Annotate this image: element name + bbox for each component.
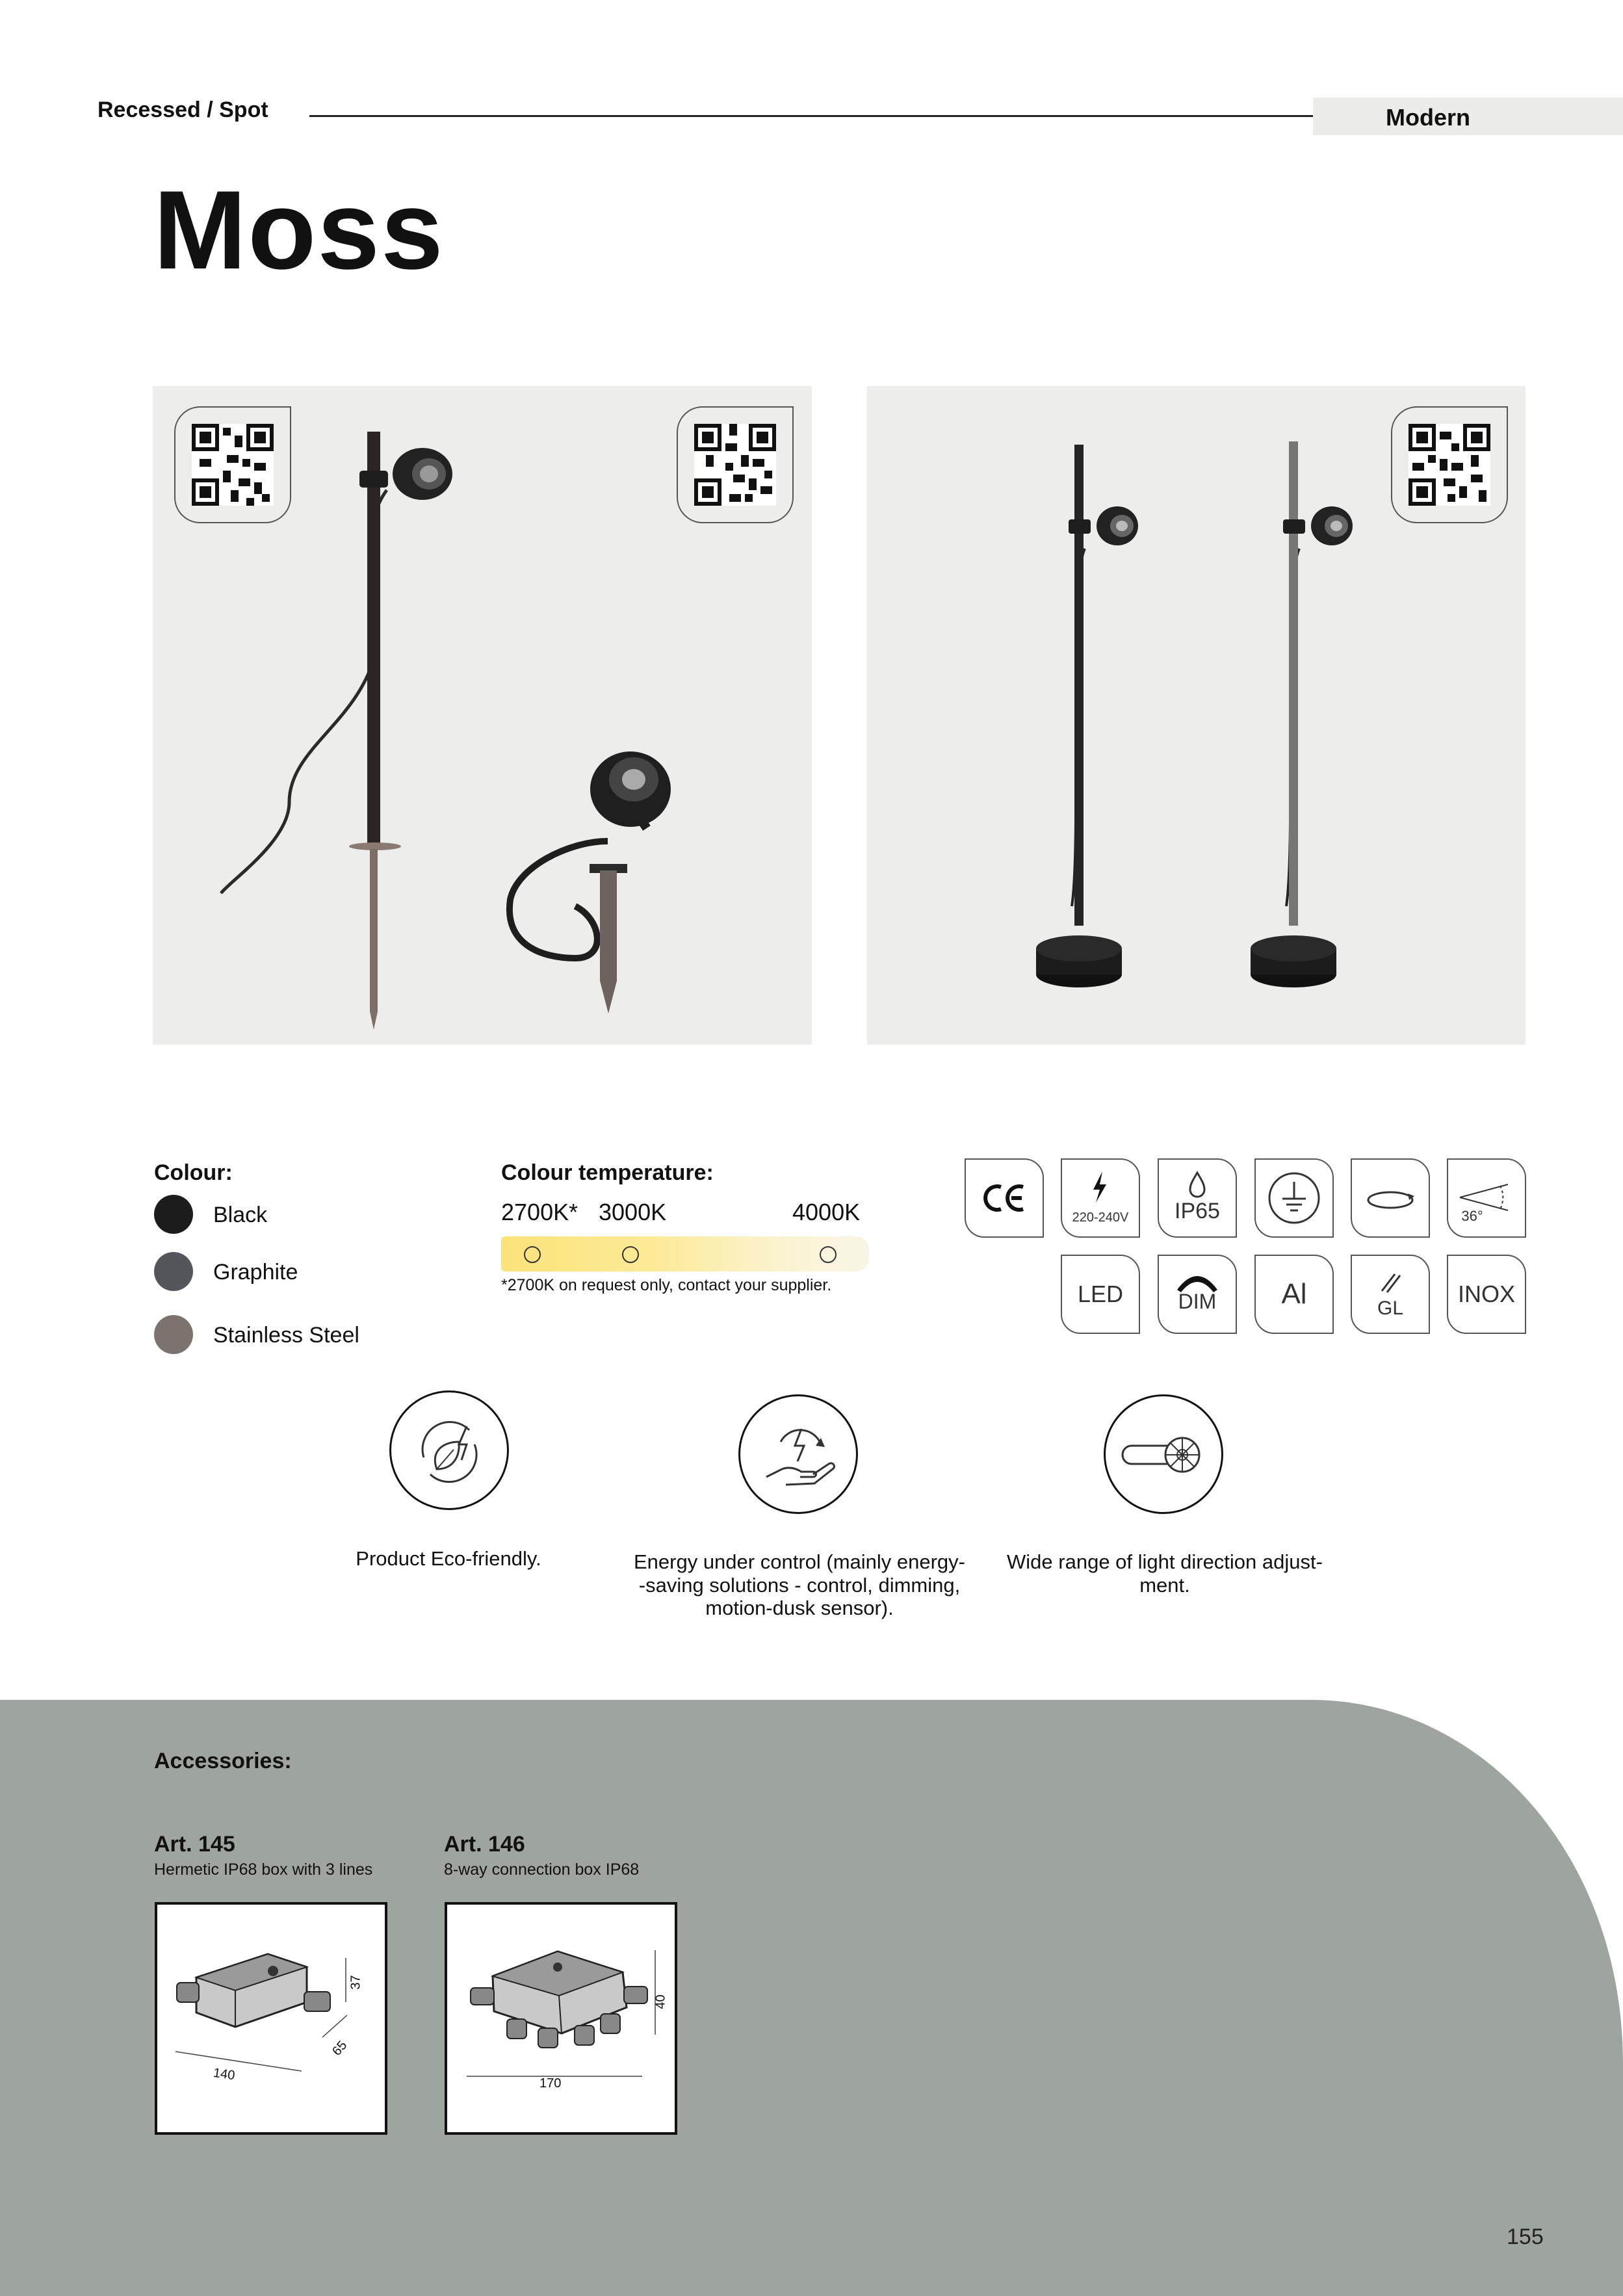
glass-label: GL bbox=[1377, 1298, 1404, 1319]
ct-marker-3000 bbox=[622, 1246, 639, 1263]
ct-marker-4000 bbox=[820, 1246, 837, 1263]
ct-marker-2700 bbox=[524, 1246, 541, 1263]
glass-slash-icon bbox=[1352, 1256, 1429, 1333]
beam-angle-label: 36° bbox=[1461, 1208, 1483, 1224]
water-drop-icon bbox=[1159, 1160, 1236, 1236]
ct-label-4000: 4000K bbox=[792, 1199, 861, 1225]
colour-name: Stainless Steel bbox=[213, 1323, 359, 1348]
dimension-height: 40 bbox=[653, 1994, 668, 2009]
eco-leaf-glyph bbox=[391, 1392, 507, 1508]
voltage-label: 220-240V bbox=[1072, 1210, 1129, 1225]
colour-heading: Colour: bbox=[154, 1160, 233, 1185]
accessory-description: 8-way connection box IP68 bbox=[444, 1860, 640, 1879]
voltage-icon bbox=[1061, 1158, 1140, 1238]
qr-pattern bbox=[1409, 424, 1490, 506]
style-tag bbox=[1313, 98, 1623, 135]
ct-label-3000: 3000K bbox=[599, 1199, 667, 1225]
page-number: 155 bbox=[1507, 2224, 1544, 2249]
dimension-length: 170 bbox=[539, 2076, 562, 2091]
stainless-steel-icon bbox=[1447, 1255, 1526, 1334]
accessory-image-art-146 bbox=[445, 1902, 677, 2135]
led-label: LED bbox=[1077, 1281, 1124, 1307]
accessory-code: Art. 145 bbox=[154, 1832, 235, 1857]
section-label: Recessed / Spot bbox=[97, 98, 268, 122]
qr-code-icon bbox=[174, 406, 291, 523]
eco-leaf-icon bbox=[389, 1390, 509, 1510]
ct-label-2700: 2700K* bbox=[501, 1199, 578, 1225]
energy-hand-icon bbox=[738, 1394, 858, 1514]
glass-icon bbox=[1351, 1255, 1430, 1334]
dimension-depth: 65 bbox=[330, 2038, 350, 2059]
product-photo-floor bbox=[867, 386, 1526, 1045]
feature-direction-text bbox=[996, 1550, 1334, 1597]
band-curve bbox=[1183, 1700, 1623, 2296]
feature-eco-text: Product Eco-friendly. bbox=[356, 1547, 541, 1570]
rotate-arrow-icon bbox=[1352, 1160, 1429, 1236]
aluminium-icon bbox=[1254, 1255, 1334, 1334]
feature-direction-line: ment. bbox=[1139, 1573, 1190, 1597]
light-direction-glyph bbox=[1106, 1396, 1221, 1512]
ce-glyph bbox=[966, 1160, 1043, 1236]
feature-energy-line: motion-dusk sensor). bbox=[705, 1597, 894, 1620]
dimmable-label: DIM bbox=[1178, 1290, 1217, 1313]
accessories-heading: Accessories: bbox=[154, 1749, 292, 1773]
accessory-image-art-145 bbox=[155, 1902, 387, 2135]
dimmable-icon bbox=[1158, 1255, 1237, 1334]
led-icon bbox=[1061, 1255, 1140, 1334]
qr-code-icon bbox=[677, 406, 794, 523]
ip-rating-icon bbox=[1158, 1158, 1237, 1238]
aluminium-label: Al bbox=[1281, 1278, 1307, 1310]
feature-direction-line: Wide range of light direction adjust- bbox=[1007, 1550, 1323, 1573]
dimension-height: 37 bbox=[348, 1975, 363, 1990]
qr-pattern bbox=[192, 424, 274, 506]
stainless-steel-label: INOX bbox=[1457, 1281, 1515, 1307]
header-rule bbox=[309, 115, 1313, 117]
junction-box-3-lines-drawing bbox=[157, 1905, 385, 2132]
ground-symbol-icon bbox=[1256, 1160, 1332, 1236]
dimension-length: 140 bbox=[212, 2065, 236, 2083]
light-direction-icon bbox=[1104, 1394, 1223, 1514]
product-title: Moss bbox=[153, 168, 445, 293]
feature-energy-line: Energy under control (mainly energy- bbox=[633, 1550, 966, 1573]
ip-rating-label: IP65 bbox=[1175, 1199, 1220, 1223]
rotation-icon bbox=[1351, 1158, 1430, 1238]
qr-code-icon bbox=[1391, 406, 1508, 523]
accessory-code: Art. 146 bbox=[444, 1832, 525, 1857]
colour-swatch bbox=[154, 1252, 193, 1291]
earth-ground-icon bbox=[1254, 1158, 1334, 1238]
colour-name: Graphite bbox=[213, 1260, 298, 1285]
product-photo-stake bbox=[153, 386, 812, 1045]
connection-box-8-way-drawing bbox=[447, 1905, 675, 2132]
qr-pattern bbox=[694, 424, 776, 506]
colour-swatch bbox=[154, 1315, 193, 1354]
accessory-description: Hermetic IP68 box with 3 lines bbox=[154, 1860, 373, 1879]
colour-temperature-heading: Colour temperature: bbox=[501, 1160, 714, 1185]
feature-energy-line: -saving solutions - control, dimming, bbox=[638, 1573, 961, 1597]
beam-angle-icon bbox=[1447, 1158, 1526, 1238]
colour-temperature-note: *2700K on request only, contact your supplier. bbox=[501, 1276, 832, 1294]
colour-name: Black bbox=[213, 1203, 268, 1227]
energy-hand-glyph bbox=[740, 1396, 856, 1512]
feature-energy-text bbox=[611, 1550, 988, 1620]
beam-angle-glyph bbox=[1448, 1160, 1525, 1236]
colour-swatch bbox=[154, 1195, 193, 1234]
ce-mark-icon bbox=[965, 1158, 1044, 1238]
style-tag-label: Modern bbox=[1386, 104, 1470, 131]
colour-temperature-bar bbox=[501, 1236, 869, 1272]
